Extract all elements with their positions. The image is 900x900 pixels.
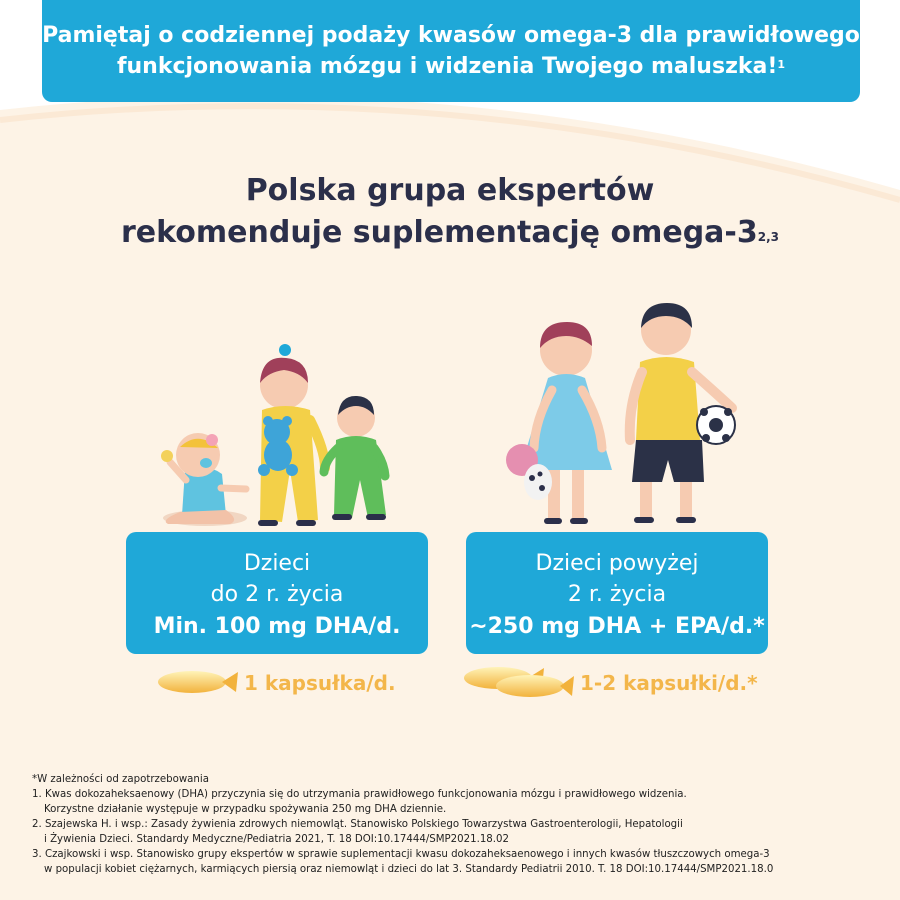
banner-line-1: Pamiętaj o codziennej podaży kwasów omega-3 dla prawidłowego xyxy=(42,23,860,48)
card-line-2: do 2 r. życia xyxy=(210,582,344,607)
headline-line-1: Polska grupa ekspertów xyxy=(245,173,655,208)
headline-footnote-ref: 2,3 xyxy=(757,230,780,244)
capsules-label-over-2: 1-2 kapsułki/d.* xyxy=(580,671,758,695)
footnote-1: 1. Kwas dokozaheksaenowy (DHA) przyczynia się do utrzymania prawidłowego funkcjonowania mózgu i prawidłowego widzenia. xyxy=(32,789,687,800)
footnote-1-cont: Korzystne działanie występuje w przypadku spożywania 250 mg DHA dziennie. xyxy=(44,804,447,815)
card-line-1: Dzieci xyxy=(243,551,311,576)
capsules-label-under-2: 1 kapsułka/d. xyxy=(244,671,396,695)
footnote-star: *W zależności od zapotrzebowania xyxy=(32,774,209,785)
fish-capsule-icon xyxy=(158,671,238,693)
fish-capsule-icon xyxy=(496,675,574,697)
card-line-1: Dzieci powyżej xyxy=(535,551,699,576)
footnote-3: 3. Czajkowski i wsp. Stanowisko grupy ekspertów w sprawie suplementacji kwasu dokozaheksaenowego i innych kwasów tłuszczowych omega-3 xyxy=(32,849,770,860)
card-dose: ~250 mg DHA + EPA/d.* xyxy=(469,614,765,639)
card-dose: Min. 100 mg DHA/d. xyxy=(153,614,401,639)
card-line-2: 2 r. życia xyxy=(567,582,667,607)
footnote-2: 2. Szajewska H. i wsp.: Zasady żywienia zdrowych niemowląt. Stanowisko Polskiego Towarzystwa Gastroenterologii, Hepatologii xyxy=(32,819,683,830)
footnotes xyxy=(32,772,882,877)
footnote-2-cont: i Żywienia Dzieci. Standardy Medyczne/Pediatria 2021, T. 18 DOI:10.17444/SMP2021.18.02 xyxy=(44,834,509,845)
banner-line-2: funkcjonowania mózgu i widzenia Twojego maluszka! xyxy=(116,54,778,79)
footnote-3-cont: w populacji kobiet ciężarnych, karmiących piersią oraz niemowląt i dzieci do lat 3. Standardy Pediatrii 2010. T. 18 DOI:10.17444/SMP2021.18.0 xyxy=(44,864,774,875)
banner-footnote-ref: 1 xyxy=(777,58,786,71)
headline-line-2: rekomenduje suplementację omega-3 xyxy=(120,215,758,250)
